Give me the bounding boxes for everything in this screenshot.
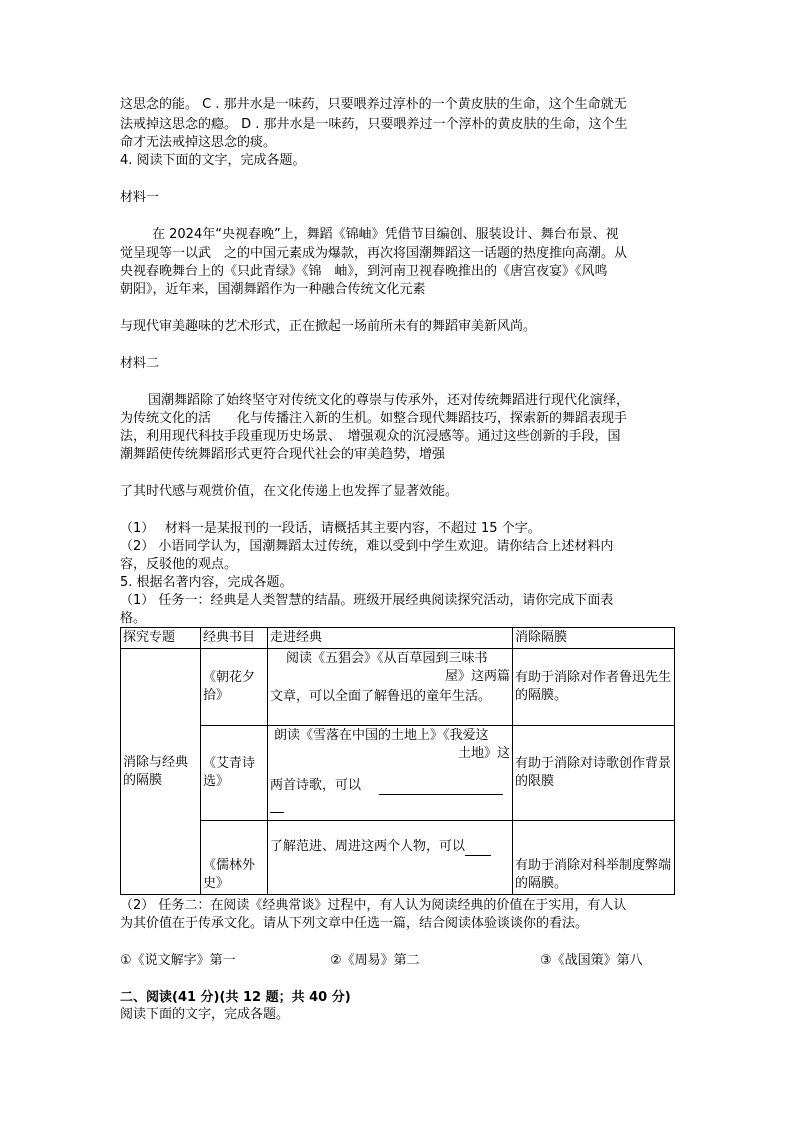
text-line: 法戒掉这思念的瘾。 D . 那井水是一味药，只要喂养过一个淳朴的黄皮肤的生命，这个生 [120, 117, 628, 132]
reading-text: 了解范进、周进这两个人物，可以 [270, 839, 466, 854]
task-2: 为其价值在于传承文化。请从下列文章中任选一篇，结合阅读体验谈谈你的看法。 [120, 916, 589, 931]
task-2: （2） 任务二：在阅读《经典常谈》过程中，有人认为阅读经典的价值在于实用，有人认 [120, 898, 627, 913]
material-1-title: 材料一 [120, 190, 160, 205]
effect-cell: 有助于消除对科举制度弊端的隔膜。 [513, 821, 675, 895]
table-header: 消除隔膜 [513, 628, 675, 649]
material-1-text: 央视春晚舞台上的《只此青绿》《锦 岫》，到河南卫视春晚推出的《唐宫夜宴》《风鸣 [120, 264, 608, 279]
section-2-intro: 阅读下面的文字，完成各题。 [120, 1007, 290, 1022]
text-line: 这思念的能。 C . 那井水是一味药，只要喂养过淳朴的一个黄皮肤的生命，这个生命就无 [120, 97, 627, 112]
sub-question-2: （2） 小语同学认为，国潮舞蹈太过传统，难以受到中学生欢迎。请你结合上述材料内 [120, 539, 614, 554]
material-2-title: 材料二 [120, 356, 160, 371]
option-1: ①《说文解字》第一 [120, 953, 236, 968]
material-2-text: 了其时代感与观赏价值，在文化传递上也发挥了显著效能。 [120, 484, 459, 499]
option-2: ②《周易》第二 [330, 953, 420, 968]
table-header: 走进经典 [268, 628, 513, 649]
material-1-text: 在 2024年“央视春晚”上，舞蹈《锦岫》凭借节目编创、服装设计、舞台布景、视 [152, 227, 619, 242]
reading-cell [268, 649, 513, 726]
reading-table [120, 627, 675, 895]
reading-text: 文章，可以全面了解鲁迅的童年生活。 [270, 689, 492, 704]
option-3: ③《战国策》第八 [540, 953, 643, 968]
table-header: 探究专题 [121, 628, 201, 649]
material-2-text: 国潮舞蹈除了始终坚守对传统文化的尊崇与传承外，还对传统舞蹈进行现代化演绎， [148, 393, 630, 408]
sub-question-1: （1） 材料一是某报刊的一段话，请概括其主要内容，不超过 15 个字。 [120, 521, 541, 536]
material-1-text: 朝阳》，近年来，国潮舞蹈作为一种融合传统文化元素 [120, 282, 426, 297]
material-1-text: 觉呈现等一以武 之的中国元素成为爆款，再次将国潮舞蹈这一话题的热度推向高潮。从 [120, 246, 628, 261]
reading-text: 屋》这两篇 [444, 669, 510, 684]
book-cell: 《儒林外史》 [201, 821, 268, 895]
question-5-heading: 5. 根据名著内容，完成各题。 [120, 575, 293, 590]
material-1-text: 与现代审美趣味的艺术形式，正在掀起一场前所未有的舞蹈审美新风尚。 [120, 319, 537, 334]
table-row [121, 726, 675, 821]
table-row [121, 821, 675, 895]
table-header-row [121, 628, 675, 649]
question-4-heading: 4. 阅读下面的文字，完成各题。 [120, 153, 306, 168]
task-1: 格。 [120, 611, 147, 626]
reading-cell [268, 726, 513, 821]
table-header: 经典书目 [201, 628, 268, 649]
sub-question-2: 容，反驳他的观点。 [120, 557, 238, 572]
effect-cell: 有助于消除对作者鲁迅先生的隔膜。 [513, 649, 675, 726]
material-2-text: 潮舞蹈使传统舞蹈形式更符合现代社会的审美趋势，增强 [120, 447, 446, 462]
reading-cell [268, 821, 513, 895]
reading-text-line [270, 838, 510, 856]
reading-text: 两首诗歌，可以 [270, 778, 362, 793]
reading-text: 土地》这 [457, 746, 510, 761]
reading-text: 阅读《五猖会》《从百草园到三味书 [286, 651, 488, 666]
task-1: （1） 任务一：经典是人类智慧的结晶。班级开展经典阅读探究活动，请你完成下面表 [120, 593, 614, 608]
answer-blank[interactable] [379, 780, 503, 795]
material-2-text: 法，利用现代科技手段重现历史场景、 增强观众的沉浸感等。通过这些创新的手段，国 [120, 429, 621, 444]
material-2-text: 为传统文化的活 化与传播注入新的生机。如整合现代舞蹈技巧，探索新的舞蹈表现手 [120, 411, 628, 426]
effect-cell: 有助于消除对诗歌创作背景的限膜 [513, 726, 675, 821]
reading-text: 朗读《雪落在中国的土地上》《我爱这 [274, 728, 489, 743]
answer-blank-continuation [270, 795, 510, 813]
reading-text-line [270, 777, 510, 795]
section-2-heading: 二、阅读(41 分)(共 12 题；共 40 分) [120, 990, 351, 1005]
topic-cell: 消除与经典的隔膜 [121, 649, 201, 895]
answer-blank[interactable] [465, 841, 491, 856]
answer-blank[interactable] [270, 798, 284, 813]
table-row [121, 649, 675, 726]
text-line: 命才无法戒掉这思念的痰。 [120, 135, 277, 150]
book-cell: 《艾青诗选》 [201, 726, 268, 821]
book-cell: 《朝花夕拾》 [201, 649, 268, 726]
